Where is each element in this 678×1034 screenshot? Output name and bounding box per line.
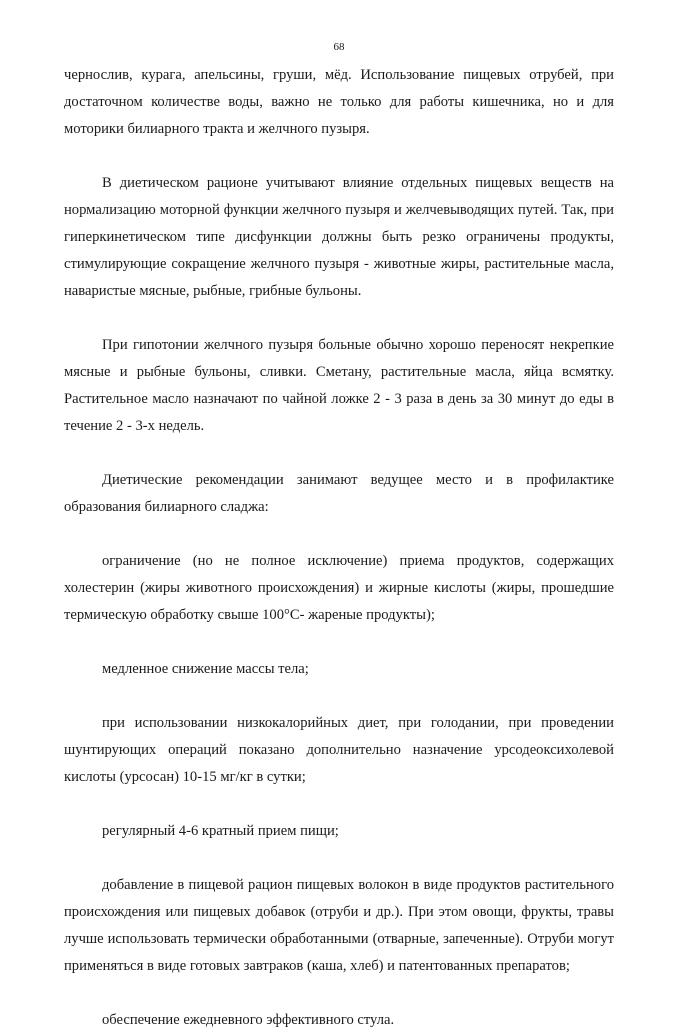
text-body <box>64 62 614 1034</box>
paragraph-recommendations-intro: Диетические рекомендации занимают ведущее место и в профилактике образования билиарного сладжа: <box>64 472 614 515</box>
list-item-regular-meals: регулярный 4-6 кратный прием пищи; <box>102 823 339 839</box>
list-item-weight-loss: медленное снижение массы тела; <box>102 661 309 677</box>
paragraph-diet-ration: В диетическом рационе учитывают влияние отдельных пищевых веществ на нормализацию моторной функции желчного пузыря и желчевыводящих путей. Так, при гиперкинетическом типе дисфункции должны быть резко ограничены продукты, стимулирующие сокращение желчного пузыря - животные жиры, растительные масла, наваристые мясные, рыбные, грибные бульоны. <box>64 175 614 299</box>
list-item-ursodeoxycholic-acid: при использовании низкокалорийных диет, при голодании, при проведении шунтирующих операций показано дополнительно назначение урсодеоксихолевой кислоты (урсосан) 10-15 мг/кг в сутки; <box>64 715 614 785</box>
paragraph-hypotonia: При гипотонии желчного пузыря больные обычно хорошо переносят некрепкие мясные и рыбные бульоны, сливки. Сметану, растительные масла, яйца всмятку. Растительное масло назначают по чайной ложке 2 - 3 раза в день за 30 минут до еды в течение 2 - 3-х недель. <box>64 337 614 434</box>
list-item-daily-stool: обеспечение ежедневного эффективного стула. <box>102 1012 395 1028</box>
list-item-cholesterol-limit: ограничение (но не полное исключение) приема продуктов, содержащих холестерин (жиры животного происхождения) и жирные кислоты (жиры, прошедшие термическую обработку свыше 100°С- жареные продукты); <box>64 553 614 623</box>
list-item-dietary-fiber: добавление в пищевой рацион пищевых волокон в виде продуктов растительного происхождения или пищевых добавок (отруби и др.). При этом овощи, фрукты, травы лучше использовать термически обработанными (отварные, запеченные). Отруби могут применяться в виде готовых завтраков (каша, хлеб) и патентованных препаратов; <box>64 877 614 974</box>
paragraph-continuation: чернослив, курага, апельсины, груши, мёд. Использование пищевых отрубей, при достаточном количестве воды, важно не только для работы кишечника, но и для моторики билиарного тракта и желчного пузыря. <box>64 67 614 137</box>
page-number: 68 <box>333 41 345 53</box>
